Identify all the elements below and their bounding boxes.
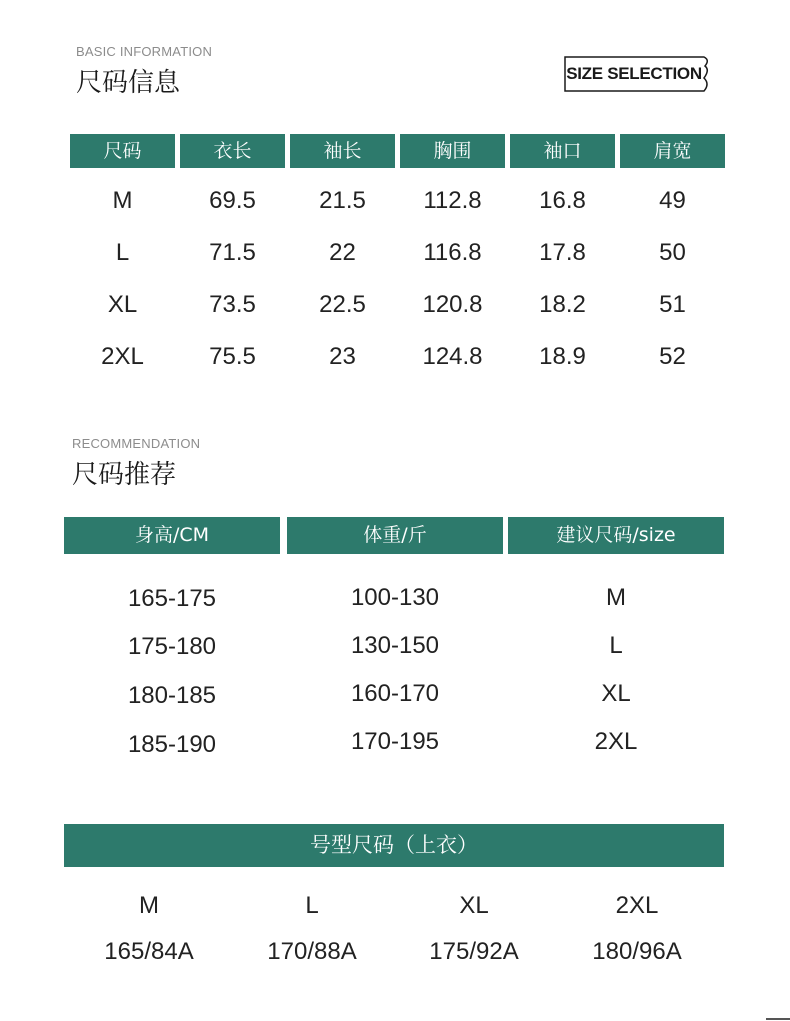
table-cell: M [139, 892, 159, 919]
table-cell: 71.5 [209, 239, 256, 266]
table-cell: 73.5 [209, 291, 256, 318]
table-cell: L [115, 239, 130, 266]
table-cell: XL [107, 291, 138, 318]
table-cell: 16.8 [539, 187, 586, 214]
table-cell: 51 [659, 291, 686, 318]
corner-divider [766, 1018, 790, 1020]
recommend-subtitle: RECOMMENDATION [72, 436, 201, 451]
header-sleeve: 袖长 [290, 134, 395, 168]
table-cell: 165/84A [104, 938, 194, 965]
header-size: 尺码 [70, 134, 175, 168]
table-cell: L [609, 632, 623, 659]
table-cell: 50 [659, 239, 686, 266]
table-cell: 160-170 [350, 680, 440, 707]
header-cuff: 袖口 [510, 134, 615, 168]
table-cell: 18.9 [539, 343, 586, 370]
table-cell: 130-150 [350, 632, 440, 659]
size-selection-badge [564, 56, 710, 92]
table-cell: M [606, 584, 626, 611]
table-cell: 21.5 [319, 187, 366, 214]
table-cell: 180/96A [592, 938, 682, 965]
table-cell: 2XL [594, 728, 638, 755]
basic-title: 尺码信息 [76, 68, 181, 98]
badge-label: SIZE SELECTION [566, 64, 702, 83]
table-cell: 18.2 [539, 291, 586, 318]
table-cell: 22 [329, 239, 356, 266]
table-cell: 2XL [101, 343, 144, 370]
table-cell: XL [459, 892, 489, 919]
table-cell: 170/88A [267, 938, 357, 965]
table-cell: 23 [329, 343, 356, 370]
header-chest: 胸围 [400, 134, 505, 168]
header-suggested-size: 建议尺码/size [508, 517, 724, 554]
table-cell: 2XL [615, 892, 659, 919]
table-cell: 124.8 [422, 343, 483, 370]
table-cell: 180-185 [127, 682, 217, 709]
table-cell: 120.8 [422, 291, 483, 318]
table-cell: 69.5 [209, 187, 256, 214]
table-cell: 116.8 [423, 239, 482, 266]
table-cell: 175-180 [127, 633, 217, 660]
table-cell: 52 [659, 343, 686, 370]
table-cell: L [305, 892, 319, 919]
table-cell: 170-195 [350, 728, 440, 755]
model-size-banner: 号型尺码（上衣） [64, 824, 724, 867]
header-height: 身高/CM [64, 517, 280, 554]
header-length: 衣长 [180, 134, 285, 168]
table-cell: 22.5 [319, 291, 366, 318]
table-cell: 165-175 [127, 585, 217, 612]
table-cell: 185-190 [127, 731, 217, 758]
table-cell: XL [601, 680, 631, 707]
table-cell: 17.8 [539, 239, 586, 266]
table-cell: 100-130 [350, 584, 440, 611]
header-weight: 体重/斤 [287, 517, 503, 554]
table-cell: 112.8 [423, 187, 482, 214]
basic-subtitle: BASIC INFORMATION [76, 44, 213, 59]
table-cell: 49 [659, 187, 686, 214]
table-cell: 175/92A [429, 938, 519, 965]
table-cell: 75.5 [209, 343, 256, 370]
recommend-title: 尺码推荐 [72, 460, 177, 490]
header-shoulder: 肩宽 [620, 134, 725, 168]
table-cell: M [112, 187, 133, 214]
